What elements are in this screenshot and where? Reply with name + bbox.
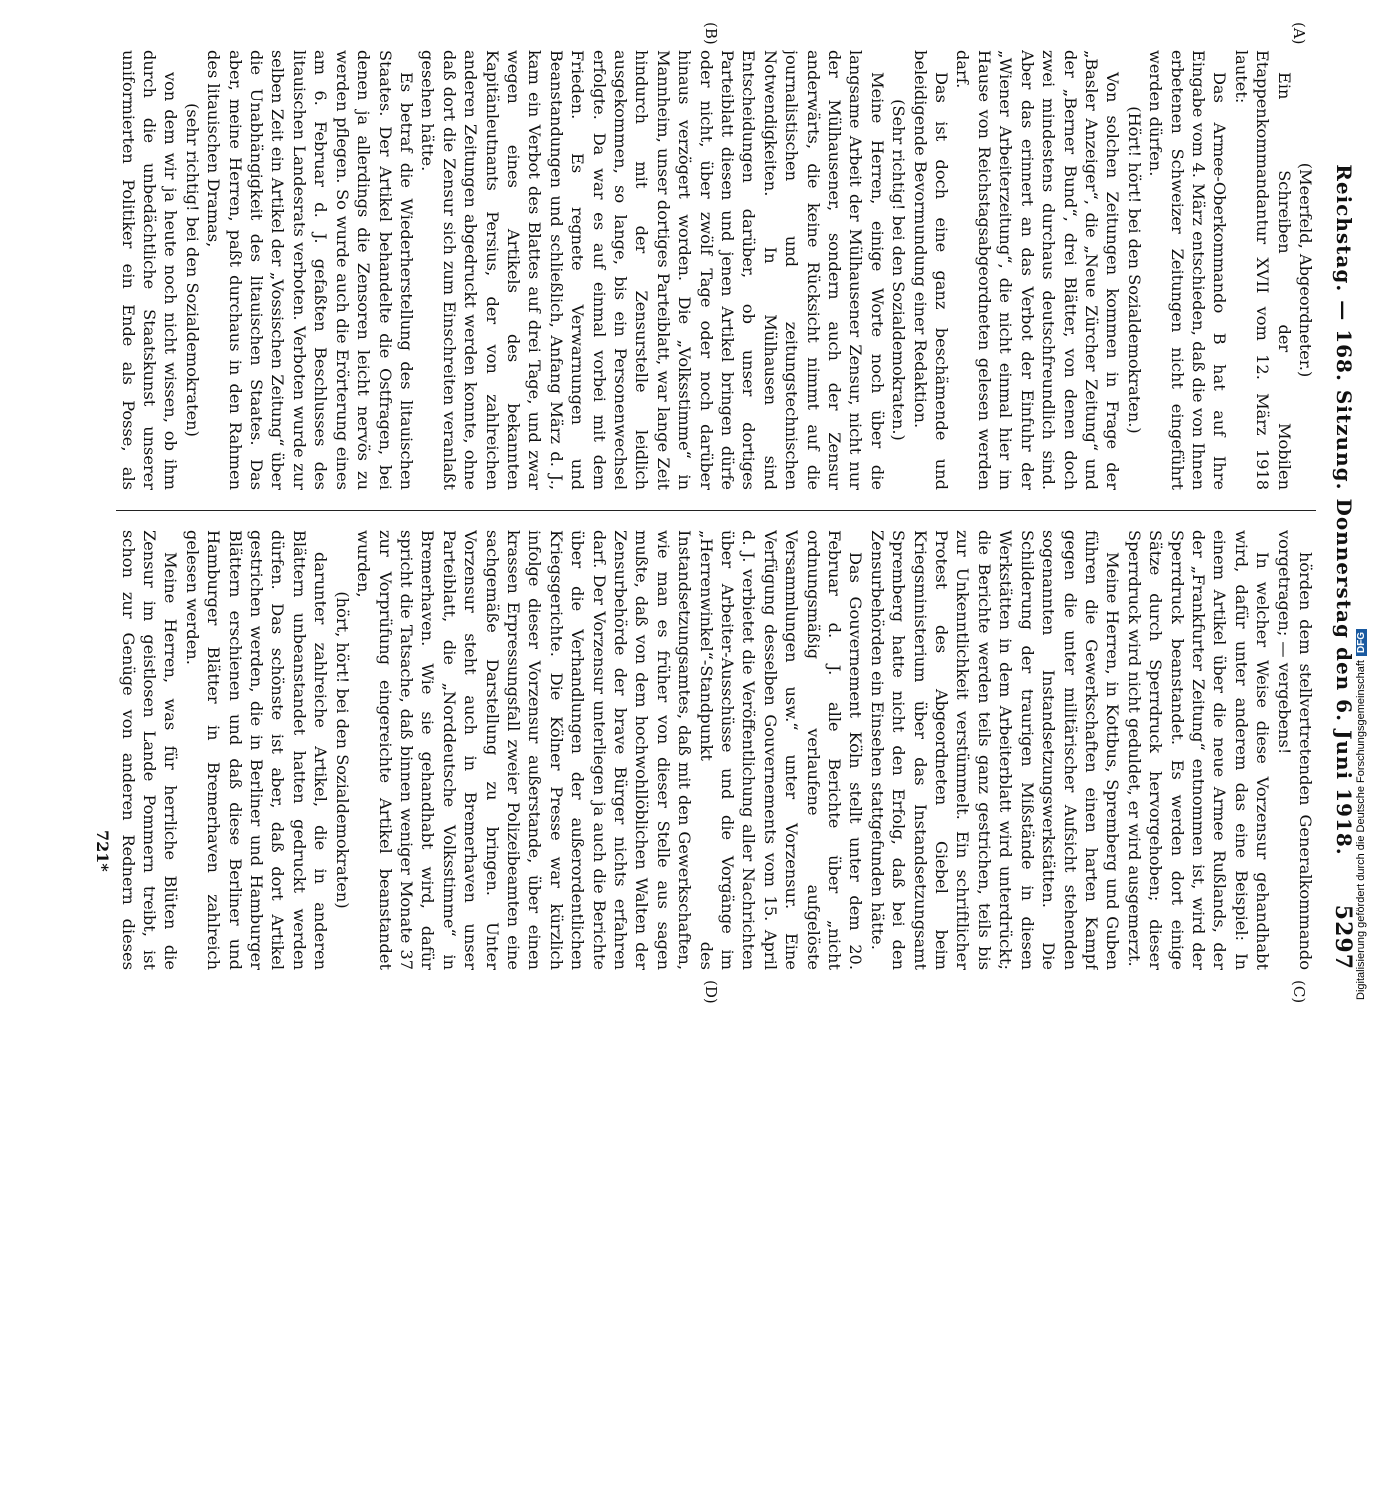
paragraph: Meine Herren, in Kottbus, Spremberg und Guben führen die Gewerkschaften einen harten Kampf gegen die unter militärischer Aufsicht stehenden sogenannten Instandsetzungswerkstätten. Die Schilderung der traurigen Mißstände in diesen Werkstätten in dem Arbeiterblatt wird unterdrückt; die Berichte werden teils ganz gestrichen, teils bis zur Unkenntlichkeit verstümmelt. Ein schriftlicher Protest des Abgeordneten Giebel beim Kriegsministerium über das Instandsetzungsamt Spremberg hatte nicht den Erfolg, daß bei den Zensurbehörden ein Einsehen stattgefunden hätte. [867, 530, 1123, 970]
dfg-logo: DFG [1356, 629, 1367, 656]
paragraph: Von solchen Zeitungen kommen in Frage der „Basler Anzeiger“, die „Neue Zürcher Zeitung“ und der „Berner Bund“, drei Blätter, von denen doch zwei mindestens durchaus deutschfreundlich sind. Aber das erinnert an das Verbot der Einfuhr der „Wiener Arbeiterzeitung“, die nicht einmal hier im Hause von Reichstagsabgeordneten gelesen werden darf. [953, 50, 1123, 490]
paragraph: (Meerfeld, Abgeordneter.) [1296, 162, 1315, 378]
paragraph: (sehr richtig! bei den Sozialdemokraten) [182, 103, 202, 437]
margin-mark-c: (C) [1290, 980, 1308, 1004]
paragraph: (Sehr richtig! bei den Sozialdemokraten.) [889, 99, 909, 441]
footer-mark: 721* [93, 830, 112, 872]
paragraph: Meine Herren, was für herrliche Blüten die Zensur im geistlosen Lande Pommern treibt, ist schon zur Genüge von anderen Rednern dieses [118, 530, 181, 970]
left-column [116, 50, 1316, 490]
paragraph: Ein Schreiben der Mobilen Etappenkommandantur XVII vom 12. März 1918 lautet: [1231, 50, 1294, 490]
paragraph: Das ist doch eine ganz beschämende und beleidigende Bevormundung einer Redaktion. [910, 50, 952, 490]
right-column [116, 530, 1316, 970]
paragraph: Das Gouvernement Köln stellt unter dem 20. Februar d. J. alle Berichte über „nicht ordnungsmäßig verlaufene aufgelöste Versammlungen usw.“ unter Vorzensur. Eine Verfügung desselben Gouvernements vom 15. April d. J. verbietet die Veröffentlichung aller Nachrichten über Arbeiter-Ausschüsse und die Vorgänge im „Herrenwinkel“-Standpunkt des Instandsetzungsamtes, daß mit den Gewerkschaften, wie man es früher von dieser Stelle aus sagen mußte, daß von dem hochwohllöblichen Walten der Zensurbehörde der brave Bürger nichts erfahren darf. Der Vorzensur unterliegen ja auch die Berichte über die Verhandlungen der außerordentlichen Kriegsgerichte. Die Kölner Presse war kürzlich infolge dieser Vorzensur außerstande, über einen krassen Erpressungsfall zweier Polizeibeamten eine sachgemäße Darstellung zu bringen. Unter Vorzensur steht auch in Bremerhaven unser Parteiblatt, die „Norddeutsche Volksstimme“ in Bremerhaven. Wie sie gehandhabt wird, dafür spricht die Tatsache, daß binnen weniger Monate 37 zur Vorprüfung eingereichte Artikel beanstandet wurden, [354, 530, 866, 970]
margin-mark-d: (D) [702, 980, 720, 1004]
page-number: 5297 [1330, 904, 1356, 970]
paragraph: Meine Herren, einige Worte noch über die langsame Arbeit der Mülhausener Zensur, nicht nur der Mülhausener, sondern auch der Zensur anderwärts, die keine Rücksicht nimmt auf die journalistischen und zeitungstechnischen Notwendigkeiten. In Mülhausen sind Entscheidungen darüber, ob unser dortiges Parteiblatt diesen und jenen Artikel bringen dürfe oder nicht, über zwölf Tage oder noch darüber hinaus verzögert worden. Die „Volksstimme“ in Mannheim, unser dortiges Parteiblatt, war lange Zeit hindurch mit der Zensurstelle leidlich ausgekommen, so lange, bis ein Personenwechsel erfolgte. Da war es auf einmal vorbei mit dem Frieden. Es regnete Verwarnungen und Beanstandungen und schließlich, Anfang März d. J., kam ein Verbot des Blattes auf drei Tage, und zwar wegen eines Artikels des bekannten Kapitänleutnants Persius, der von zahlreichen anderen Zeitungen abgedruckt werden konnte, ohne daß dort die Zensur sich zum Einschreiten veranlaßt gesehen hätte. [418, 50, 887, 490]
rotated-page [70, 22, 1360, 1490]
paragraph: Das Armee-Oberkommando B hat auf Ihre Eingabe vom 4. März entschieden, daß die von Ihnen erbetenen Schweizer Zeitungen nicht eingeführt werden dürfen. [1146, 50, 1230, 490]
column-divider [116, 510, 1316, 511]
digitization-credit [1355, 0, 1367, 1000]
running-title: Reichstag. — 168. Sitzung. Donnerstag den 6. Juni 1918. [1332, 164, 1356, 856]
paragraph: (Hört! hört! bei den Sozialdemokraten.) [1124, 106, 1144, 434]
paragraph: (hört, hört! bei den Sozialdemokraten) [332, 591, 352, 909]
margin-mark-b: (B) [702, 22, 720, 45]
paragraph: In welcher Weise diese Vorzensur gehandhabt wird, dafür unter anderem das eine Beispiel: In einem Artikel über die neue Armee Rußlands, der der „Frankfurter Zeitung“ entnommen ist, wird der Sperrdruck beanstandet. Es werden dort einige Sätze durch Sperrdruck hervorgehoben; dieser Sperrdruck wird nicht geduldet, er wird ausgemerzt. [1124, 530, 1273, 970]
margin-mark-a: (A) [1290, 22, 1308, 45]
paragraph: darunter zahlreiche Artikel, die in anderen Blättern unbeanstandet hatten gedruckt werden dürfen. Das schönste ist aber, daß dort Artikel gestrichen werden, die in Berliner und Hamburger Blättern erschienen und daß diese Berliner und Hamburger Blätter in Bremerhaven zahlreich gelesen werden. [182, 530, 331, 970]
paragraph: von dem wir ja heute noch nicht wissen, ob ihm durch die unbedächtliche Staatskunst unserer uniformierten Politiker ein Ende als Posse, als [118, 50, 181, 490]
paragraph: hörden dem stellvertretenden Generalkommando vorgetragen; — vergebens! [1274, 530, 1315, 970]
paragraph: Es betraf die Wiederherstellung des litauischen Staates. Der Artikel behandelte die Ostfragen, bei denen ja allerdings die Zensoren leicht nervös zu werden pflegen. So wurde auch die Erörterung eines am 6. Februar d. J. gefaßten Beschlusses des litauischen Landesrats verboten. Verboten wurde zur selben Zeit ein Artikel der „Vossischen Zeitung“ über die Unabhängigkeit des litauischen Staates. Das aber, meine Herren, paßt durchaus in den Rahmen des litauischen Dramas, [204, 50, 416, 490]
credit-text: Digitalisierung gefördert durch die Deutsche Forschungsgemeinschaft [1355, 660, 1367, 1000]
page-header [1320, 50, 1360, 970]
page-inner [93, 22, 1360, 1004]
